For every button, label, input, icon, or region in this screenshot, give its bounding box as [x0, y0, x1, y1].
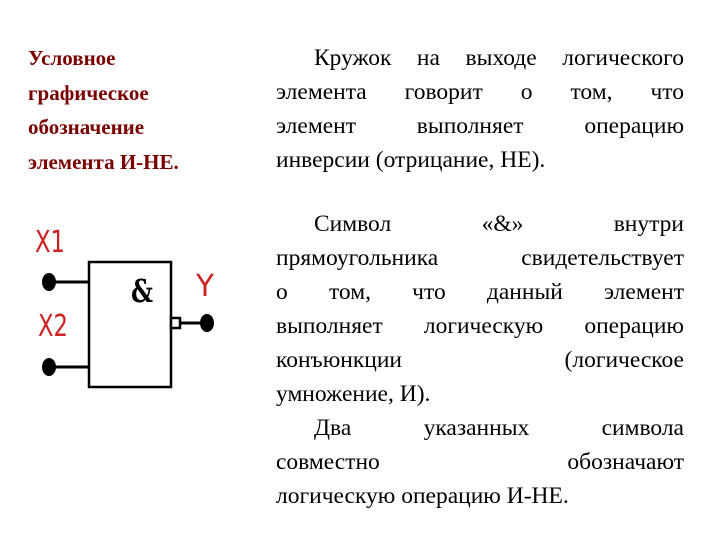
slide-title: [28, 41, 258, 179]
text-line: Два указанных символа: [314, 415, 684, 441]
title-line: обозначение: [28, 115, 145, 139]
text-line: логическую операцию И-НЕ.: [276, 483, 569, 509]
conjunction-symbol: &: [131, 272, 154, 310]
inversion-bubble: [171, 318, 180, 328]
text-line: конъюнкции (логическое: [276, 347, 684, 373]
input-1-terminal: [42, 273, 56, 291]
text-line: прямоугольника свидетельствует: [276, 245, 684, 271]
input-1-label: X1: [35, 225, 65, 260]
text-line: Кружок на выходе логического: [314, 45, 684, 71]
inversion-explanation-paragraph: [276, 41, 684, 177]
text-line: инверсии (отрицание, НЕ).: [276, 147, 546, 173]
text-line: умножение, И).: [276, 381, 431, 407]
output-label: Y: [195, 269, 215, 304]
text-line: элемента говорит о том, что: [276, 79, 684, 105]
text-line: Символ «&» внутри: [314, 211, 684, 237]
gate-body: [89, 262, 171, 387]
input-2-label: X2: [38, 309, 68, 344]
input-2-terminal: [42, 358, 56, 376]
conjunction-explanation-paragraph: [276, 207, 684, 513]
title-line: Условное: [28, 46, 116, 70]
text-line: выполняет логическую операцию: [276, 313, 684, 339]
output-terminal: [200, 314, 214, 332]
text-line: о том, что данный элемент: [276, 279, 684, 305]
title-line: графическое: [28, 80, 149, 105]
title-line: элемента И-НЕ.: [28, 149, 179, 174]
text-line: элемент выполняет операцию: [276, 113, 684, 139]
nand-gate-diagram: [0, 200, 260, 400]
text-line: совместно обозначают: [276, 449, 684, 475]
